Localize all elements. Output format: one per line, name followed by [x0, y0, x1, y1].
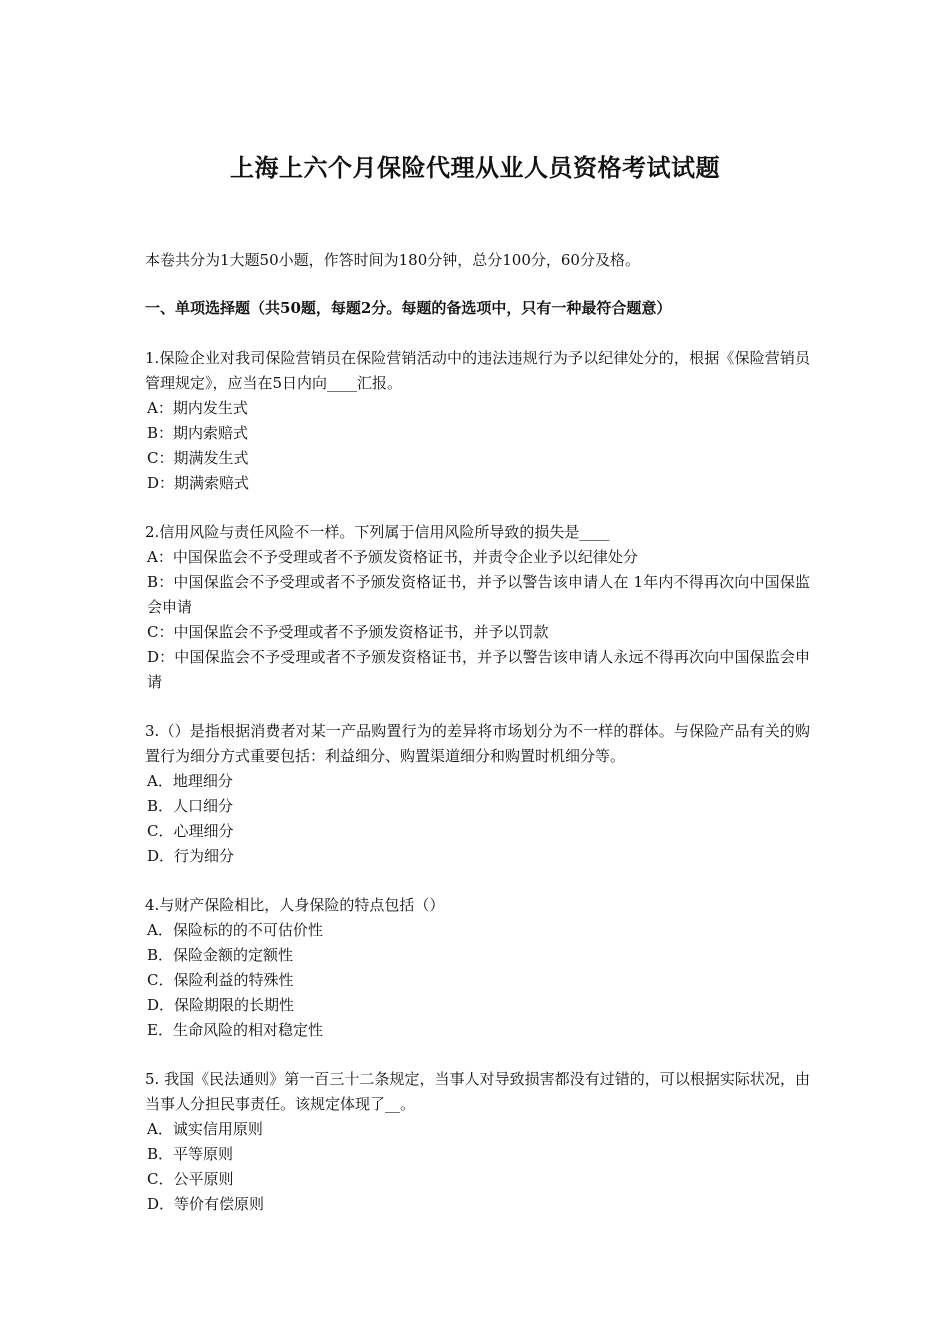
- option-a: A．地理细分: [147, 772, 233, 790]
- option-a: A．诚实信用原则: [147, 1120, 263, 1138]
- option-c: C．保险利益的特殊性: [147, 971, 294, 989]
- option-c: C．心理细分: [147, 822, 234, 840]
- option-c: C：中国保监会不予受理或者不予颁发资格证书，并予以罚款: [147, 623, 549, 641]
- option-e: E．生命风险的相对稳定性: [147, 1021, 323, 1039]
- option-b: B．保险金额的定额性: [147, 946, 294, 964]
- option-d: D．保险期限的长期性: [147, 996, 295, 1014]
- option-c: C：期满发生式: [147, 449, 249, 467]
- option-a: A：期内发生式: [147, 399, 248, 417]
- question-stem: 4.与财产保险相比，人身保险的特点包括（）: [145, 896, 445, 914]
- question-3: [145, 719, 810, 869]
- option-a: A：中国保监会不予受理或者不予颁发资格证书，并责令企业予以纪律处分: [147, 548, 638, 566]
- option-c: C．公平原则: [147, 1170, 234, 1188]
- page-title: 上海上六个月保险代理从业人员资格考试试题: [230, 153, 720, 182]
- option-a: A．保险标的的不可估价性: [147, 921, 323, 939]
- question-stem: 3.（）是指根据消费者对某一产品购置行为的差异将市场划分为不一样的群体。与保险产品有关的购置行为细分方式重要包括：利益细分、购置渠道细分和购置时机细分等。: [145, 722, 810, 765]
- question-2: [145, 520, 810, 695]
- option-b: B：中国保监会不予受理或者不予颁发资格证书，并予以警告该申请人在 1年内不得再次向中国保监会申请: [147, 573, 810, 616]
- option-b: B：期内索赔式: [147, 424, 249, 442]
- section-heading: 一、单项选择题（共50题，每题2分。每题的备选项中，只有一种最符合题意）: [145, 299, 672, 317]
- option-d: D．等价有偿原则: [147, 1195, 265, 1213]
- question-stem: 5. 我国《民法通则》第一百三十二条规定，当事人对导致损害都没有过错的，可以根据实际状况，由当事人分担民事责任。该规定体现了__。: [145, 1070, 810, 1113]
- question-4: [145, 893, 810, 1043]
- question-stem: 2.信用风险与责任风险不一样。下列属于信用风险所导致的损失是____: [145, 523, 610, 541]
- question-1: [145, 346, 810, 496]
- document-body: [145, 248, 810, 1241]
- question-5: [145, 1067, 810, 1217]
- option-b: B．人口细分: [147, 797, 234, 815]
- option-b: B．平等原则: [147, 1145, 234, 1163]
- option-d: D．行为细分: [147, 847, 235, 865]
- question-stem: 1.保险企业对我司保险营销员在保险营销活动中的违法违规行为予以纪律处分的，根据《保险营销员管理规定》，应当在5日内向____汇报。: [145, 349, 810, 392]
- exam-intro: 本卷共分为1大题50小题，作答时间为180分钟，总分100分，60分及格。: [145, 251, 640, 269]
- option-d: D：期满索赔式: [147, 474, 250, 492]
- option-d: D：中国保监会不予受理或者不予颁发资格证书，并予以警告该申请人永远不得再次向中国保监会申请: [147, 648, 810, 691]
